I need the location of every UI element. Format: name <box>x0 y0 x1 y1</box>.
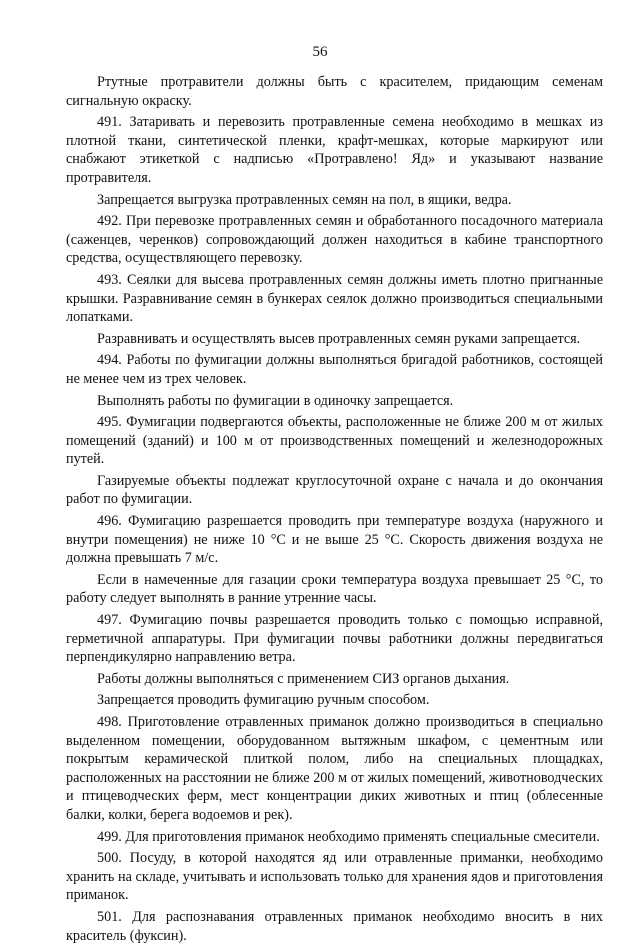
paragraph: Разравнивать и осуществлять высев протравленных семян руками запрещается. <box>97 330 581 347</box>
paragraph: 491. Затаривать и перевозить протравленные семена необходимо в мешках из плотной ткани, синтетической пленки, крафт-мешках, которые маркируют или снабжают этикеткой с надписью «Протравлено! Яд» и указывают название протравителя. <box>66 114 603 186</box>
paragraph: 499. Для приготовления приманок необходимо применять специальные смесители. <box>97 828 600 845</box>
paragraph: 500. Посуду, в которой находятся яд или отравленные приманки, необходимо хранить на складе, учитывать и использовать только для хранения ядов и приготовления приманок. <box>66 850 603 904</box>
paragraph: 498. Приготовление отравленных приманок должно производиться в специально выделенном помещении, оборудованном вытяжным шкафом, с цементным или покрытым керамической плиткой полом, либо на специальных площадках, расположенных на расстоянии не ближе 200 м от жилых помещений, животноводческих и птицеводческих ферм, мест концентрации диких животных и птиц (облесенные балки, колки, берега водоемов и рек). <box>66 714 603 823</box>
paragraph: Запрещается проводить фумигацию ручным способом. <box>97 692 430 709</box>
page-number: 56 <box>312 44 328 60</box>
paragraph: 496. Фумигацию разрешается проводить при температуре воздуха (наружного и внутри помещения) не ниже 10 °C и не выше 25 °C. Скорость движения воздуха не должна превышать 7 м/с. <box>66 513 603 567</box>
paragraph: 494. Работы по фумигации должны выполняться бригадой работников, состоящей не менее чем из трех человек. <box>66 352 603 387</box>
paragraph: 492. При перевозке протравленных семян и обработанного посадочного материала (саженцев, черенков) сопровождающий должен находиться в кабине транспортного средства, осуществляющего перевозку. <box>66 213 603 267</box>
paragraph: 493. Сеялки для высева протравленных семян должны иметь плотно пригнанные крышки. Разравнивание семян в бункерах сеялок должно производиться специальными лопатками. <box>66 271 603 326</box>
paragraph: Газируемые объекты подлежат круглосуточной охране с начала и до окончания работ по фумигации. <box>66 472 603 508</box>
paragraph: Ртутные протравители должны быть с красителем, придающим семенам сигнальную окраску. <box>66 74 603 109</box>
paragraph: Запрещается выгрузка протравленных семян на пол, в ящики, ведра. <box>97 191 512 208</box>
paragraph: 495. Фумигации подвергаются объекты, расположенные не ближе 200 м от жилых помещений (зданий) и 100 м от производственных помещений и железнодорожных путей. <box>66 414 603 468</box>
paragraph: Если в намеченные для газации сроки температура воздуха превышает 25 °C, то работу следует выполнять в ранние утренние часы. <box>66 571 603 607</box>
paragraph: Выполнять работы по фумигации в одиночку запрещается. <box>97 392 454 409</box>
paragraph: Работы должны выполняться с применением СИЗ органов дыхания. <box>97 670 510 687</box>
paragraph: 497. Фумигацию почвы разрешается проводить только с помощью исправной, герметичной аппаратуры. При фумигации почвы работники должны передвигаться перпендикулярно направлению ветра. <box>66 612 603 666</box>
paragraph: 501. Для распознавания отравленных приманок необходимо вносить в них краситель (фуксин). <box>66 908 603 944</box>
document-body <box>66 73 603 945</box>
